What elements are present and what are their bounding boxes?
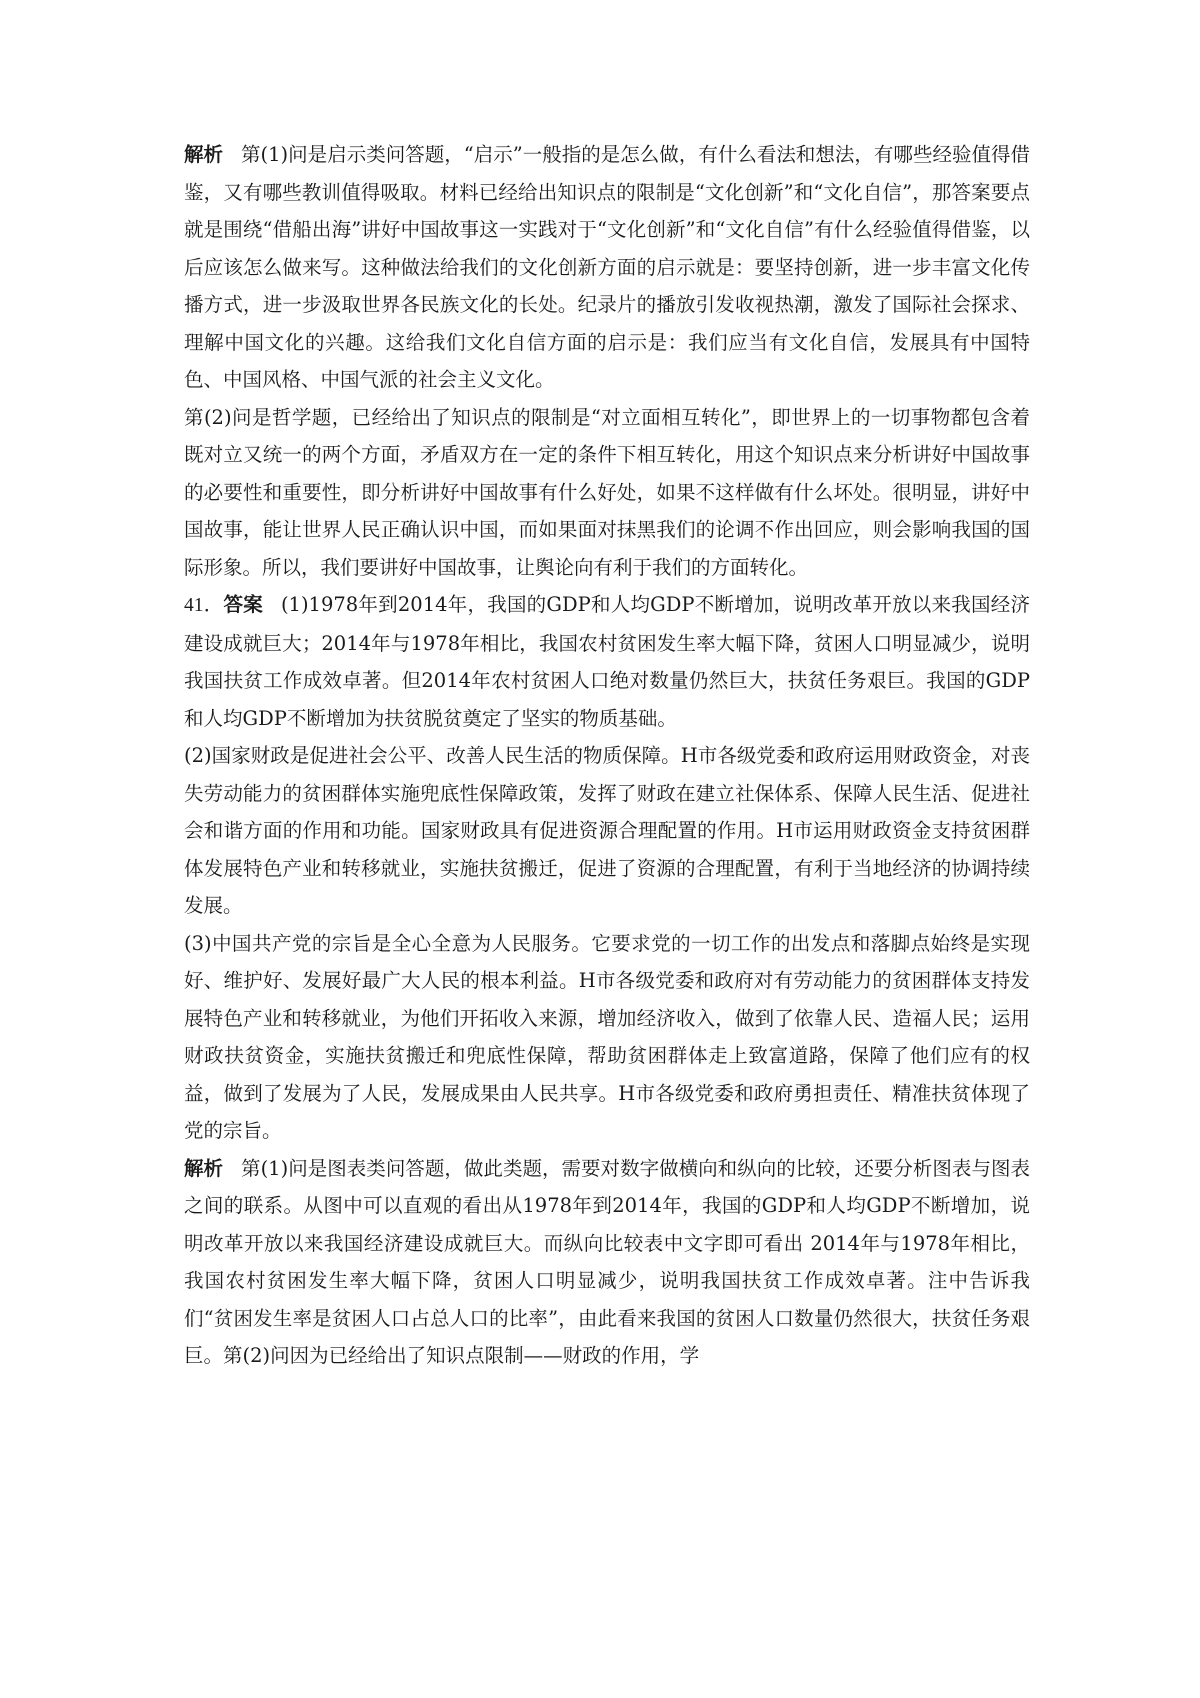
answer-41-paragraph-1 — [184, 586, 1030, 737]
question-number: 41． — [184, 595, 224, 616]
answer-text-3: (3)中国共产党的宗旨是全心全意为人民服务。它要求党的一切工作的出发点和落脚点始终是实现好、维护好、发展好最广大人民的根本利益。H市各级党委和政府对有劳动能力的贫困群体支持发展特色产业和转移就业，为他们开拓收入来源，增加经济收入，做到了依靠人民、造福人民；运用财政扶贫资金，实施扶贫搬迁和兜底性保障，帮助贫困群体走上致富道路，保障了他们应有的权益，做到了发展为了人民，发展成果由人民共享。H市各级党委和政府勇担责任、精准扶贫体现了党的宗旨。 — [184, 931, 1030, 1142]
document-page — [184, 136, 1030, 1375]
answer-41-paragraph-3 — [184, 925, 1030, 1150]
analysis-text-q2: 第(2)问是哲学题，已经给出了知识点的限制是“对立面相互转化”，即世界上的一切事物都包含着既对立又统一的两个方面，矛盾双方在一定的条件下相互转化，用这个知识点来分析讲好中国故事的必要性和重要性，即分析讲好中国故事有什么好处，如果不这样做有什么坏处。很明显，讲好中国故事，能让世界人民正确认识中国，而如果面对抹黑我们的论调不作出回应，则会影响我国的国际形象。所以，我们要讲好中国故事，让舆论向有利于我们的方面转化。 — [184, 405, 1030, 579]
answer-text-2: (2)国家财政是促进社会公平、改善人民生活的物质保障。H市各级党委和政府运用财政资金，对丧失劳动能力的贫困群体实施兜底性保障政策，发挥了财政在建立社保体系、保障人民生活、促进社会和谐方面的作用和功能。国家财政具有促进资源合理配置的作用。H市运用财政资金支持贫困群体发展特色产业和转移就业，实施扶贫搬迁，促进了资源的合理配置，有利于当地经济的协调持续发展。 — [184, 744, 1030, 917]
analysis-paragraph-1 — [184, 136, 1030, 399]
analysis-41-text: 第(1)问是图表类问答题，做此类题，需要对数字做横向和纵向的比较，还要分析图表与图表之间的联系。从图中可以直观的看出从1978年到2014年，我国的GDP和人均GDP不断增加，说明改革开放以来我国经济建设成就巨大。而纵向比较表中文字即可看出 2014年与1978年相比，我国农村贫困发生率大幅下降，贫困人口明显减少，说明我国扶贫工作成效卓著。注中告诉我们“贫困发生率是贫困人口占总人口的比率”，由此看来我国的贫困人口数量仍然很大，扶贫任务艰巨。第(2)问因为已经给出了知识点限制——财政的作用，学 — [184, 1156, 1030, 1367]
answer-label: 答案 — [223, 593, 263, 616]
answer-text-1: (1)1978年到2014年，我国的GDP和人均GDP不断增加，说明改革开放以来我国经济建设成就巨大；2014年与1978年相比，我国农村贫困发生率大幅下降，贫困人口明显减少，说明我国扶贫工作成效卓著。但2014年农村贫困人口绝对数量仍然巨大，扶贫任务艰巨。我国的GDP和人均GDP不断增加为扶贫脱贫奠定了坚实的物质基础。 — [184, 593, 1030, 730]
analysis-41-paragraph — [184, 1150, 1030, 1375]
answer-41-paragraph-2 — [184, 737, 1030, 925]
analysis-text-q1: 第(1)问是启示类问答题，“启示”一般指的是怎么做，有什么看法和想法，有哪些经验值得借鉴，又有哪些教训值得吸取。材料已经给出知识点的限制是“文化创新”和“文化自信”，那答案要点就是围绕“借船出海”讲好中国故事这一实践对于“文化创新”和“文化自信”有什么经验值得借鉴，以后应该怎么做来写。这种做法给我们的文化创新方面的启示就是：要坚持创新，进一步丰富文化传播方式，进一步汲取世界各民族文化的长处。纪录片的播放引发收视热潮，激发了国际社会探求、理解中国文化的兴趣。这给我们文化自信方面的启示是：我们应当有文化自信，发展具有中国特色、中国风格、中国气派的社会主义文化。 — [184, 143, 1030, 391]
analysis-label: 解析 — [184, 143, 224, 166]
analysis-label-41: 解析 — [184, 1156, 224, 1180]
analysis-paragraph-2 — [184, 399, 1030, 587]
